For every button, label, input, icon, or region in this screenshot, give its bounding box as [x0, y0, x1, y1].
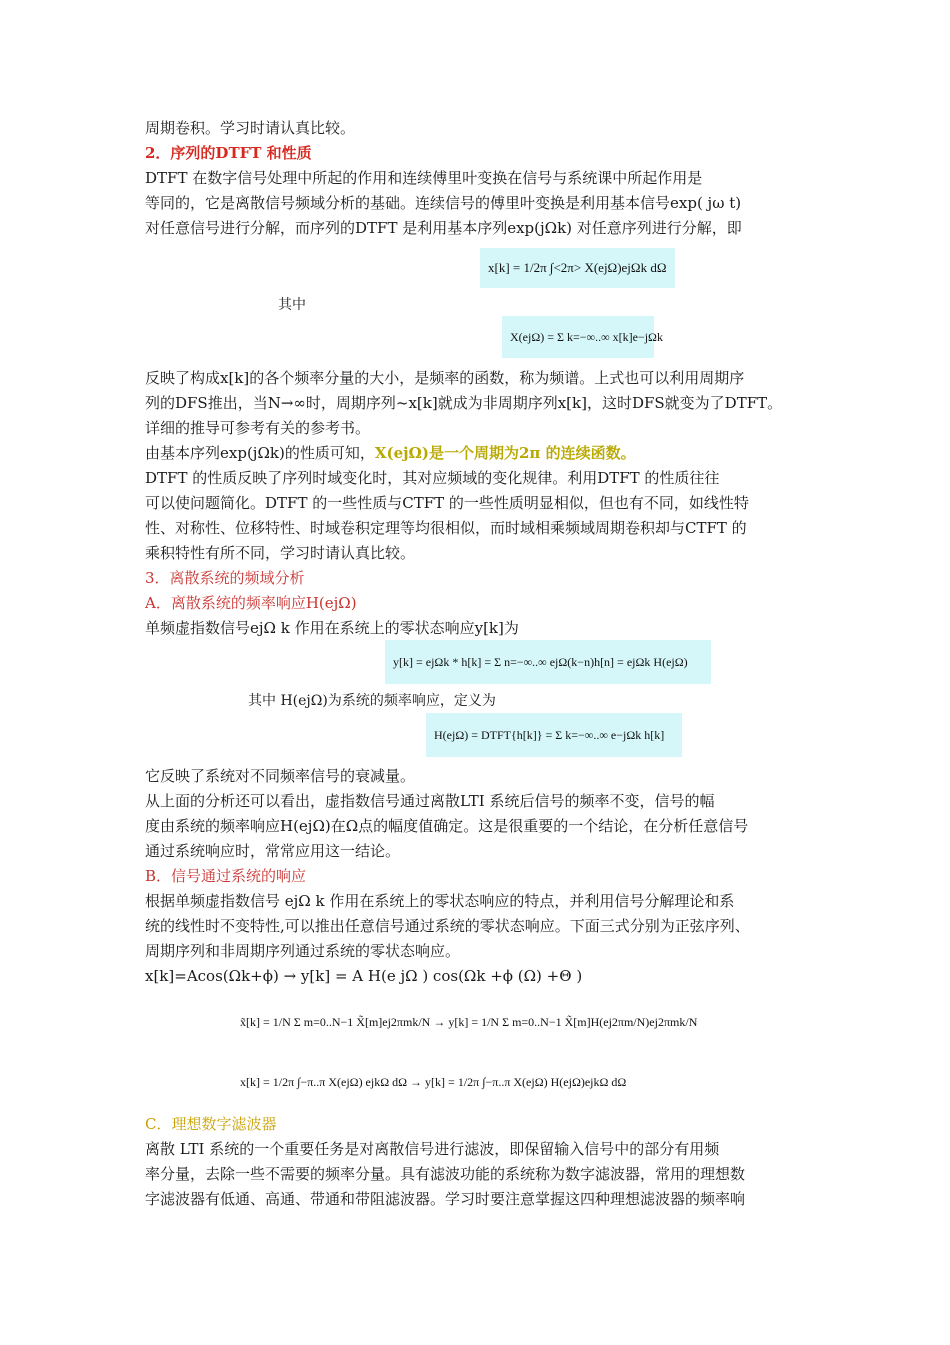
text-line: 乘积特性有所不同，学习时请认真比较。 — [145, 544, 416, 562]
text-line: 反映了构成x[k]的各个频率分量的大小，是频率的函数，称为频谱。上式也可以利用周期序 — [145, 369, 745, 387]
highlight-periodic-text: X(ejΩ)是一个周期为2π 的连续函数。 — [374, 444, 636, 462]
equation-aperiodic — [232, 1058, 712, 1106]
text-line: 周期序列和非周期序列通过系统的零状态响应。 — [145, 942, 461, 960]
text-line: 周期卷积。学习时请认真比较。 — [145, 119, 356, 137]
text-line: 从上面的分析还可以看出，虚指数信号通过离散LTI 系统后信号的频率不变，信号的幅 — [145, 792, 715, 810]
text-line: 通过系统响应时，常常应用这一结论。 — [145, 842, 401, 860]
subheading-freq-response: A．离散系统的频率响应H(ejΩ) — [145, 594, 357, 612]
text-line: 性、对称性、位移特性、时域卷积定理等均很相似，而时域相乘频域周期卷积却与CTFT 的 — [145, 519, 747, 537]
equation-periodic-text: x̃[k] = 1/N Σ m=0..N−1 X̃[m]ej2πmk/N → y[k] = 1/N Σ m=0..N−1 X̃[m]H(ej2πm/N)ej2πmk/N — [240, 1014, 698, 1029]
equation-dtft — [502, 316, 663, 358]
equation-periodic — [232, 998, 712, 1046]
equation-convolution — [385, 640, 711, 684]
equation-aperiodic-text: x[k] = 1/2π ∫−π..π X(ejΩ) ejkΩ dΩ → y[k] = 1/2π ∫−π..π X(ejΩ) H(ejΩ)ejkΩ dΩ — [240, 1074, 627, 1089]
text-line: 列的DFS推出，当N→∞时，周期序列~x[k]就成为非周期序列x[k]，这时DFS就变为了DTFT。 — [145, 394, 783, 412]
equation-dtft-text: X(ejΩ) = Σ k=−∞..∞ x[k]e−jΩk — [510, 329, 663, 344]
text-line: 统的线性时不变特性,可以推出任意信号通过系统的零状态响应。下面三式分别为正弦序列、 — [145, 917, 750, 935]
equation-idtft-text: x[k] = 1/2π ∫<2π> X(ejΩ)ejΩk dΩ — [488, 260, 667, 275]
equation-frequency-response-text: H(ejΩ) = DTFT{h[k]} = Σ k=−∞..∞ e−jΩk h[k] — [434, 727, 665, 742]
subheading-ideal-filter: C．理想数字滤波器 — [145, 1115, 277, 1133]
label-qizhong: 其中 — [278, 297, 306, 313]
text-line: DTFT 在数字信号处理中所起的作用和连续傅里叶变换在信号与系统课中所起作用是 — [145, 169, 703, 187]
text-line: 它反映了系统对不同频率信号的衰减量。 — [145, 767, 416, 785]
label-qizhong-definition: 其中 H(ejΩ)为系统的频率响应，定义为 — [248, 693, 496, 709]
text-line: 根据单频虚指数信号 ejΩ k 作用在系统上的零状态响应的特点，并利用信号分解理论和系 — [145, 892, 735, 910]
section-heading-dtft: 2．序列的DTFT 和性质 — [145, 144, 312, 162]
text-line: 可以使问题简化。DTFT 的一些性质与CTFT 的一些性质明显相似，但也有不同，如线性特 — [145, 494, 749, 512]
text-line: 率分量，去除一些不需要的频率分量。具有滤波功能的系统称为数字滤波器，常用的理想数 — [145, 1165, 746, 1183]
text-fragment: 由基本序列exp(jΩk)的性质可知， — [145, 444, 375, 462]
text-line: 字滤波器有低通、高通、带通和带阻滤波器。学习时要注意掌握这四种理想滤波器的频率响 — [145, 1190, 746, 1208]
equation-convolution-text: y[k] = ejΩk * h[k] = Σ n=−∞..∞ ejΩ(k−n)h[n] = ejΩk H(ejΩ) — [393, 654, 688, 669]
text-line: DTFT 的性质反映了序列时域变化时，其对应频域的变化规律。利用DTFT 的性质往往 — [145, 469, 720, 487]
subheading-system-response: B．信号通过系统的响应 — [145, 867, 307, 885]
text-line: 单频虚指数信号ejΩ k 作用在系统上的零状态响应y[k]为 — [145, 619, 519, 637]
section-heading-freq-analysis: 3．离散系统的频域分析 — [145, 569, 305, 587]
text-line — [145, 443, 636, 463]
text-line: 等同的，它是离散信号频域分析的基础。连续信号的傅里叶变换是利用基本信号exp( jω t) — [145, 194, 742, 212]
text-line: 度由系统的频率响应H(ejΩ)在Ω点的幅度值确定。这是很重要的一个结论，在分析任意信号 — [145, 817, 749, 835]
equation-frequency-response — [426, 713, 682, 757]
text-line: 详细的推导可参考有关的参考书。 — [145, 419, 371, 437]
text-line: 离散 LTI 系统的一个重要任务是对离散信号进行滤波，即保留输入信号中的部分有用频 — [145, 1140, 720, 1158]
equation-idtft — [480, 248, 675, 288]
equation-sinusoid: x[k]=Acos(Ωk+ϕ) → y[k] = A H(e jΩ ) cos(Ωk +ϕ (Ω) +Θ ) — [145, 967, 583, 985]
text-line: 对任意信号进行分解，而序列的DTFT 是利用基本序列exp(jΩk) 对任意序列进行分解，即 — [145, 219, 742, 237]
